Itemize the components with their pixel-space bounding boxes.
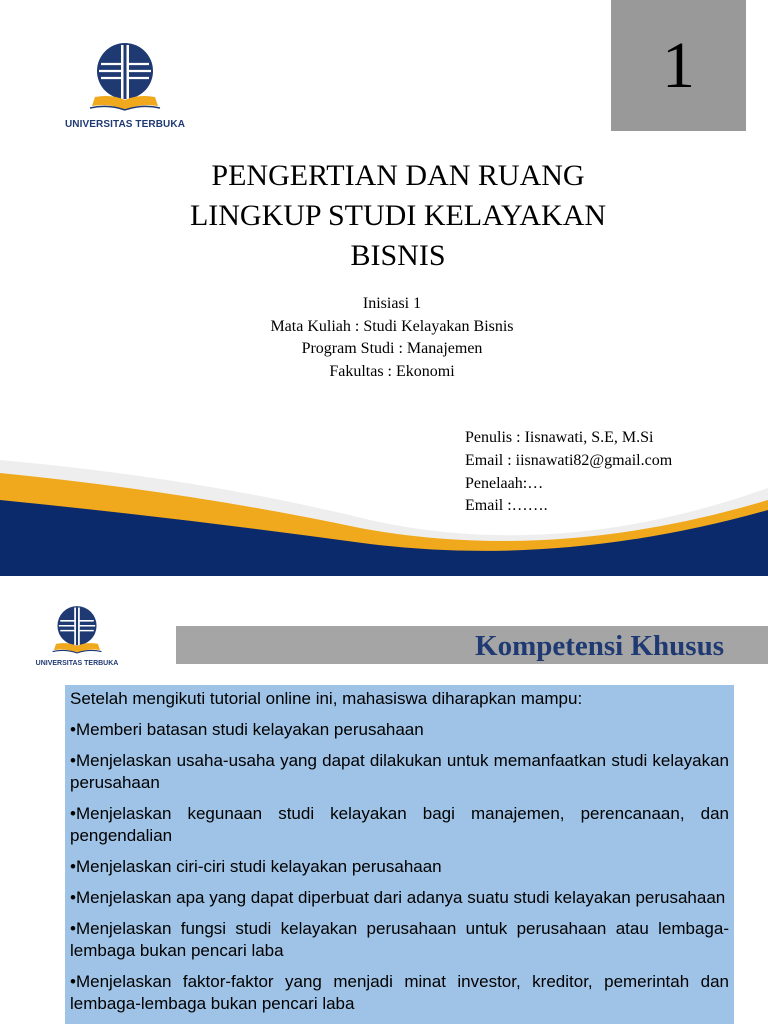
author-info [465, 427, 672, 518]
university-logo [62, 40, 188, 132]
author-email: Email : iisnawati82@gmail.com [465, 451, 673, 469]
open-book-emblem-icon [33, 604, 121, 660]
intro-text: Setelah mengikuti tutorial online ini, mahasiswa diharapkan mampu: [70, 689, 583, 708]
initiation-label: Inisiasi 1 [362, 295, 422, 312]
reviewer-name: Penelaah:… [465, 474, 544, 492]
slide-number-box [611, 0, 746, 131]
slide-title [140, 156, 656, 276]
list-item: •Menjelaskan kegunaan studi kelayakan bagi manajemen, perencanaan, dan pengendalian [70, 804, 729, 845]
course-name: Mata Kuliah : Studi Kelayakan Bisnis [270, 317, 514, 335]
competency-slide [0, 576, 768, 1024]
list-item: •Menjelaskan faktor-faktor yang menjadi minat investor, kreditor, pemerintah dan lembaga-lembaga bukan pencari laba [70, 972, 729, 1013]
author-name: Penulis : Iisnawati, S.E, M.Si [465, 429, 654, 446]
university-logo [33, 604, 121, 670]
competency-box [65, 685, 734, 1024]
course-info [200, 293, 584, 383]
slide-number: 1 [662, 28, 695, 102]
heading-bar [176, 626, 768, 664]
list-item: •Menjelaskan apa yang dapat diperbuat dari adanya suatu studi kelayakan perusahaan [70, 888, 726, 907]
title-line: LINGKUP STUDI KELAYAKAN [189, 199, 607, 232]
logo-wordmark: UNIVERSITAS TERBUKA [64, 119, 186, 130]
list-item: •Menjelaskan fungsi studi kelayakan perusahaan untuk perusahaan atau lembaga-lembaga bukan pencari laba [70, 919, 729, 960]
study-program: Program Studi : Manajemen [301, 340, 483, 357]
list-item: •Menjelaskan usaha-usaha yang dapat dilakukan untuk memanfaatkan studi kelayakan perusahaan [70, 751, 729, 792]
list-item: •Memberi batasan studi kelayakan perusahaan [70, 720, 424, 739]
title-line: BISNIS [350, 239, 446, 272]
list-item: •Menjelaskan ciri-ciri studi kelayakan perusahaan [70, 857, 442, 876]
reviewer-email: Email :……. [465, 497, 548, 515]
open-book-emblem-icon [62, 40, 188, 120]
logo-wordmark: UNIVERSITAS TERBUKA [35, 660, 119, 667]
slide-heading: Kompetensi Khusus [475, 630, 724, 662]
faculty: Fakultas : Ekonomi [329, 362, 455, 380]
title-line: PENGERTIAN DAN RUANG [211, 159, 585, 192]
